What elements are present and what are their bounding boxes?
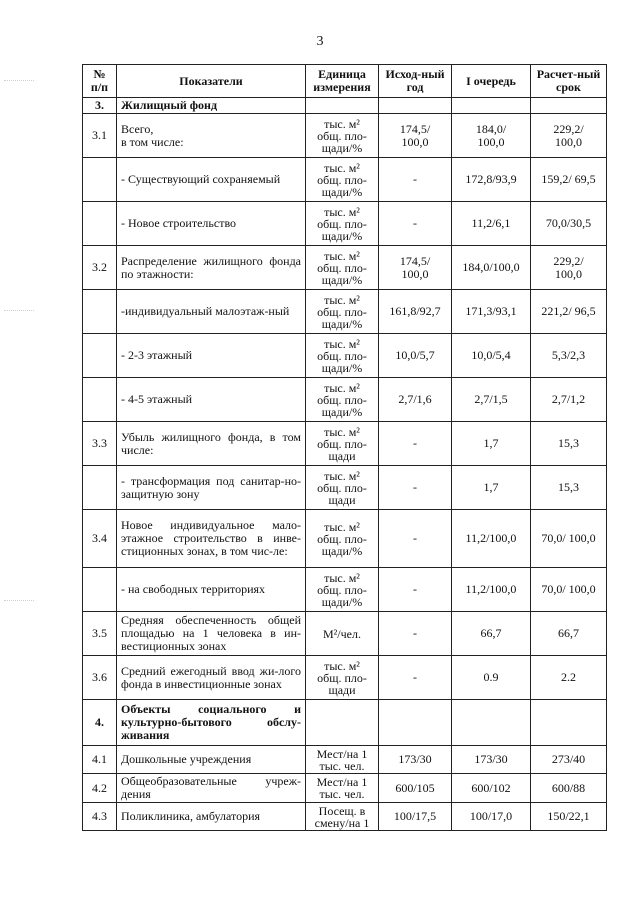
table-row bbox=[83, 246, 607, 290]
cell-stage-1: 10,0/5,4 bbox=[452, 334, 531, 378]
cell-num bbox=[83, 158, 117, 202]
cell-stage-1: 173/30 bbox=[452, 746, 531, 774]
cell-indicator: Убыль жилищного фонда, в том числе: bbox=[117, 422, 306, 466]
table-body bbox=[83, 98, 607, 831]
header-target-period: Расчет-ный срок bbox=[531, 65, 607, 98]
cell-stage-1: 1,7 bbox=[452, 466, 531, 510]
cell-target-period: 600/88 bbox=[531, 774, 607, 803]
cell-target-period: 70,0/ 100,0 bbox=[531, 510, 607, 568]
cell-unit: тыс. м² общ. пло- щади/% bbox=[306, 334, 379, 378]
cell-indicator: Жилищный фонд bbox=[117, 98, 306, 114]
cell-unit: Мест/на 1 тыс. чел. bbox=[306, 746, 379, 774]
cell-indicator: Дошкольные учреждения bbox=[117, 746, 306, 774]
cell-base-year: 100/17,5 bbox=[379, 803, 452, 831]
cell-base-year: - bbox=[379, 612, 452, 656]
cell-stage-1: 172,8/93,9 bbox=[452, 158, 531, 202]
cell-stage-1 bbox=[452, 98, 531, 114]
table-row bbox=[83, 334, 607, 378]
cell-base-year bbox=[379, 700, 452, 746]
cell-base-year: 174,5/ 100,0 bbox=[379, 246, 452, 290]
cell-unit: Мест/на 1 тыс. чел. bbox=[306, 774, 379, 803]
cell-base-year: 173/30 bbox=[379, 746, 452, 774]
header-stage-1: I очередь bbox=[452, 65, 531, 98]
header-base-year: Исход-ный год bbox=[379, 65, 452, 98]
cell-target-period: 273/40 bbox=[531, 746, 607, 774]
cell-stage-1: 66,7 bbox=[452, 612, 531, 656]
cell-indicator: Распределение жилищного фонда по этажности: bbox=[117, 246, 306, 290]
cell-num: 3.2 bbox=[83, 246, 117, 290]
cell-num: 3.5 bbox=[83, 612, 117, 656]
cell-stage-1: 184,0/100,0 bbox=[452, 246, 531, 290]
cell-stage-1: 2,7/1,5 bbox=[452, 378, 531, 422]
cell-unit: тыс. м² общ. пло- щади bbox=[306, 466, 379, 510]
cell-unit: тыс. м² общ. пло- щади/% bbox=[306, 246, 379, 290]
cell-indicator: Новое индивидуальное мало-этажное строительство в инве-стиционных зонах, в том чис-ле: bbox=[117, 510, 306, 568]
cell-stage-1 bbox=[452, 700, 531, 746]
cell-stage-1: 100/17,0 bbox=[452, 803, 531, 831]
cell-indicator: Средняя обеспеченность общей площадью на 1 человека в ин-вестиционных зонах bbox=[117, 612, 306, 656]
cell-target-period: 229,2/ 100,0 bbox=[531, 114, 607, 158]
header-indicator: Показатели bbox=[117, 65, 306, 98]
cell-unit: тыс. м² общ. пло- щади/% bbox=[306, 158, 379, 202]
cell-num: 4.3 bbox=[83, 803, 117, 831]
cell-num bbox=[83, 378, 117, 422]
cell-unit: М²/чел. bbox=[306, 612, 379, 656]
header-num: № п/п bbox=[83, 65, 117, 98]
table-row bbox=[83, 656, 607, 700]
cell-stage-1: 1,7 bbox=[452, 422, 531, 466]
table-row bbox=[83, 378, 607, 422]
cell-unit bbox=[306, 98, 379, 114]
cell-indicator: -индивидуальный малоэтаж-ный bbox=[117, 290, 306, 334]
cell-stage-1: 11,2/100,0 bbox=[452, 510, 531, 568]
cell-indicator: Поликлиника, амбулатория bbox=[117, 803, 306, 831]
cell-num: 4.2 bbox=[83, 774, 117, 803]
cell-stage-1: 600/102 bbox=[452, 774, 531, 803]
cell-unit: тыс. м² общ. пло- щади/% bbox=[306, 378, 379, 422]
cell-num: 3.6 bbox=[83, 656, 117, 700]
cell-indicator: Средний ежегодный ввод жи-лого фонда в инвестиционные зонах bbox=[117, 656, 306, 700]
cell-unit: тыс. м² общ. пло- щади/% bbox=[306, 510, 379, 568]
cell-base-year: - bbox=[379, 158, 452, 202]
cell-num: 3.4 bbox=[83, 510, 117, 568]
cell-target-period: 150/22,1 bbox=[531, 803, 607, 831]
cell-unit: тыс. м² общ. пло- щади/% bbox=[306, 568, 379, 612]
section-row bbox=[83, 98, 607, 114]
cell-target-period: 15,3 bbox=[531, 466, 607, 510]
cell-indicator: - 4-5 этажный bbox=[117, 378, 306, 422]
cell-unit: Посещ. в смену/на 1 bbox=[306, 803, 379, 831]
section-row bbox=[83, 700, 607, 746]
table-row bbox=[83, 466, 607, 510]
table-row bbox=[83, 774, 607, 803]
cell-num bbox=[83, 466, 117, 510]
cell-target-period: 229,2/ 100,0 bbox=[531, 246, 607, 290]
cell-target-period: 159,2/ 69,5 bbox=[531, 158, 607, 202]
cell-target-period: 2,7/1,2 bbox=[531, 378, 607, 422]
cell-base-year: 10,0/5,7 bbox=[379, 334, 452, 378]
cell-base-year: 2,7/1,6 bbox=[379, 378, 452, 422]
cell-num bbox=[83, 568, 117, 612]
indicators-table bbox=[82, 64, 607, 831]
table-row bbox=[83, 202, 607, 246]
cell-base-year: - bbox=[379, 202, 452, 246]
cell-indicator: - на свободных территориях bbox=[117, 568, 306, 612]
cell-base-year: - bbox=[379, 466, 452, 510]
table-row bbox=[83, 803, 607, 831]
cell-target-period: 221,2/ 96,5 bbox=[531, 290, 607, 334]
cell-num: 3.1 bbox=[83, 114, 117, 158]
cell-stage-1: 184,0/ 100,0 bbox=[452, 114, 531, 158]
cell-base-year: 600/105 bbox=[379, 774, 452, 803]
cell-indicator: - 2-3 этажный bbox=[117, 334, 306, 378]
cell-base-year: - bbox=[379, 422, 452, 466]
table-row bbox=[83, 568, 607, 612]
cell-stage-1: 11,2/100,0 bbox=[452, 568, 531, 612]
cell-base-year: - bbox=[379, 568, 452, 612]
scan-artifact bbox=[4, 80, 34, 82]
cell-num bbox=[83, 290, 117, 334]
cell-unit: тыс. м² общ. пло- щади/% bbox=[306, 202, 379, 246]
page-number: 3 bbox=[316, 34, 324, 49]
cell-num: 3. bbox=[83, 98, 117, 114]
scan-artifact bbox=[4, 600, 34, 602]
cell-base-year: - bbox=[379, 656, 452, 700]
cell-target-period: 70,0/ 100,0 bbox=[531, 568, 607, 612]
cell-indicator: Объекты социального и культурно-бытового обслу-живания bbox=[117, 700, 306, 746]
table-row bbox=[83, 510, 607, 568]
cell-unit: тыс. м² общ. пло- щади bbox=[306, 422, 379, 466]
table-header-row bbox=[83, 65, 607, 98]
cell-indicator: - Новое строительство bbox=[117, 202, 306, 246]
cell-target-period: 5,3/2,3 bbox=[531, 334, 607, 378]
cell-unit: тыс. м² общ. пло- щади/% bbox=[306, 290, 379, 334]
cell-target-period: 66,7 bbox=[531, 612, 607, 656]
table-row bbox=[83, 114, 607, 158]
cell-indicator: Всего, в том числе: bbox=[117, 114, 306, 158]
cell-base-year bbox=[379, 98, 452, 114]
cell-target-period: 70,0/30,5 bbox=[531, 202, 607, 246]
table-row bbox=[83, 612, 607, 656]
cell-num: 4.1 bbox=[83, 746, 117, 774]
cell-unit: тыс. м² общ. пло- щади/% bbox=[306, 114, 379, 158]
table-row bbox=[83, 158, 607, 202]
table-row bbox=[83, 290, 607, 334]
cell-target-period bbox=[531, 98, 607, 114]
table-row bbox=[83, 422, 607, 466]
cell-num: 4. bbox=[83, 700, 117, 746]
cell-unit: тыс. м² общ. пло- щади bbox=[306, 656, 379, 700]
cell-num bbox=[83, 334, 117, 378]
header-unit: Единица измерения bbox=[306, 65, 379, 98]
scan-artifact bbox=[4, 310, 34, 312]
cell-indicator: - трансформация под санитар-но-защитную зону bbox=[117, 466, 306, 510]
cell-target-period: 2.2 bbox=[531, 656, 607, 700]
cell-num: 3.3 bbox=[83, 422, 117, 466]
cell-indicator: Общеобразовательные учреж-дения bbox=[117, 774, 306, 803]
cell-target-period bbox=[531, 700, 607, 746]
cell-unit bbox=[306, 700, 379, 746]
cell-target-period: 15,3 bbox=[531, 422, 607, 466]
table-row bbox=[83, 746, 607, 774]
cell-stage-1: 11,2/6,1 bbox=[452, 202, 531, 246]
cell-num bbox=[83, 202, 117, 246]
cell-stage-1: 171,3/93,1 bbox=[452, 290, 531, 334]
cell-base-year: 161,8/92,7 bbox=[379, 290, 452, 334]
cell-base-year: 174,5/ 100,0 bbox=[379, 114, 452, 158]
cell-indicator: - Существующий сохраняемый bbox=[117, 158, 306, 202]
cell-stage-1: 0.9 bbox=[452, 656, 531, 700]
cell-base-year: - bbox=[379, 510, 452, 568]
